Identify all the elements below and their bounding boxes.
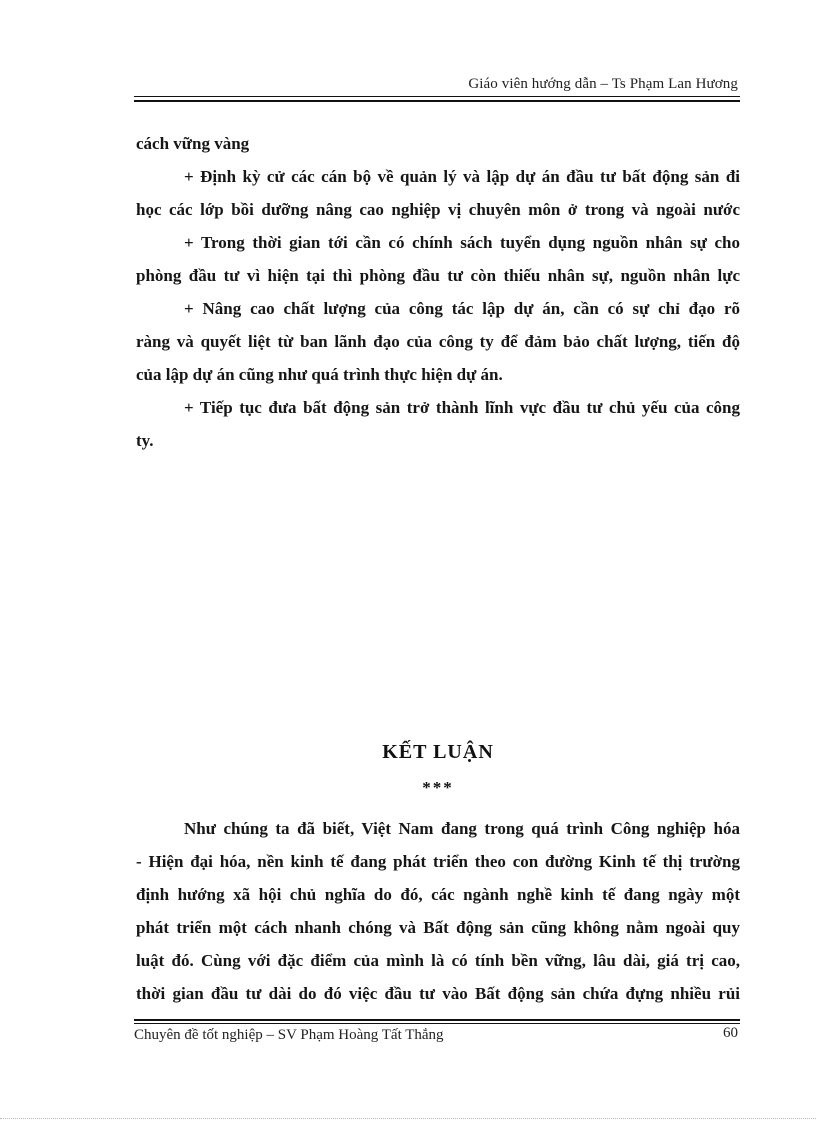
page-edge bbox=[0, 1118, 816, 1119]
page-footer: Chuyên đề tốt nghiệp – SV Phạm Hoàng Tất Thắng bbox=[134, 1027, 444, 1043]
paragraph-line: - Hiện đại hóa, nền kinh tế đang phát triển theo con đường Kinh tế thị trường bbox=[136, 852, 740, 871]
conclusion-section bbox=[136, 812, 740, 1010]
footer-rule bbox=[134, 1019, 740, 1024]
paragraph-line: phát triển một cách nhanh chóng và Bất động sản cũng không nằm ngoài quy bbox=[136, 918, 740, 937]
recommendations-section bbox=[136, 127, 740, 457]
paragraph-line: + Nâng cao chất lượng của công tác lập dự án, cần có sự chỉ đạo rõ bbox=[184, 299, 740, 318]
paragraph-line: thời gian đầu tư dài do đó việc đầu tư vào Bất động sản chứa đựng nhiều rủi bbox=[136, 984, 740, 1003]
section-divider-stars: *** bbox=[422, 778, 454, 797]
paragraph-line: + Tiếp tục đưa bất động sản trở thành lĩnh vực đầu tư chủ yếu của công bbox=[184, 398, 740, 417]
paragraph-line: luật đó. Cùng với đặc điểm của mình là có tính bền vững, lâu dài, giá trị cao, bbox=[136, 951, 740, 970]
conclusion-title: KẾT LUẬN bbox=[382, 741, 494, 763]
page-header: Giáo viên hướng dẫn – Ts Phạm Lan Hương bbox=[468, 76, 738, 92]
paragraph-line: ràng và quyết liệt từ ban lãnh đạo của công ty để đảm bảo chất lượng, tiến độ bbox=[136, 332, 740, 351]
paragraph-line: + Định kỳ cử các cán bộ về quản lý và lập dự án đầu tư bất động sản đi bbox=[184, 167, 740, 186]
paragraph-line: Như chúng ta đã biết, Việt Nam đang trong quá trình Công nghiệp hóa bbox=[184, 819, 740, 838]
header-rule bbox=[134, 96, 740, 102]
paragraph-line: học các lớp bồi dưỡng nâng cao nghiệp vị chuyên môn ở trong và ngoài nước bbox=[136, 200, 740, 219]
paragraph-line: ty. bbox=[136, 431, 154, 450]
paragraph-line: định hướng xã hội chủ nghĩa do đó, các ngành nghề kinh tế đang ngày một bbox=[136, 885, 740, 904]
page-number: 60 bbox=[723, 1025, 738, 1041]
paragraph-line: phòng đầu tư vì hiện tại thì phòng đầu tư còn thiếu nhân sự, nguồn nhân lực bbox=[136, 266, 740, 285]
paragraph-line: cách vững vàng bbox=[136, 134, 250, 153]
paragraph-line: của lập dự án cũng như quá trình thực hiện dự án. bbox=[136, 365, 503, 384]
paragraph-line: + Trong thời gian tới cần có chính sách tuyển dụng nguồn nhân sự cho bbox=[184, 233, 740, 252]
